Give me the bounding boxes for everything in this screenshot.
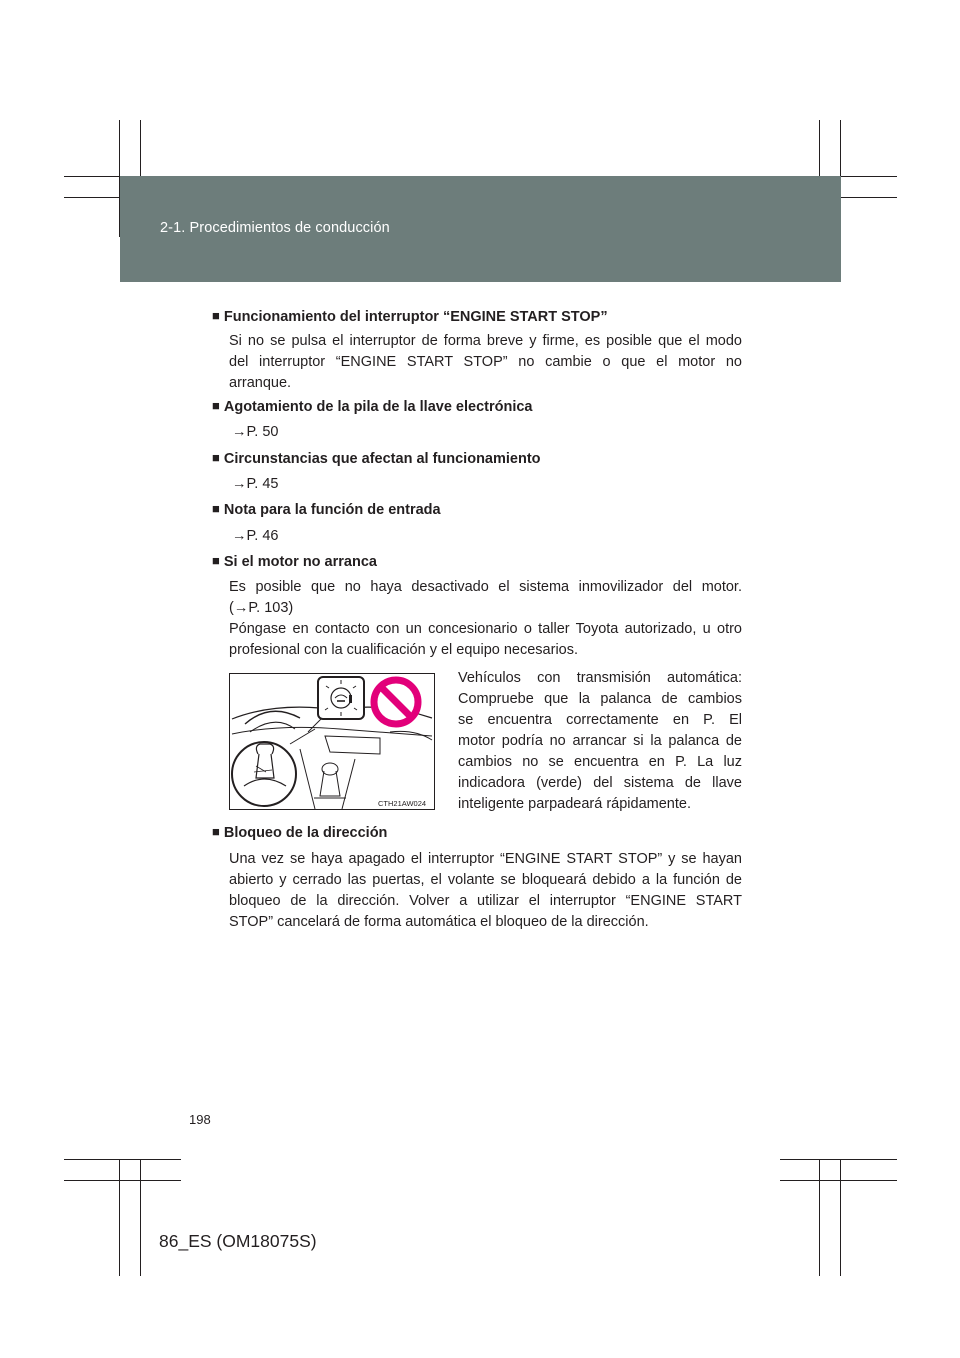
section-heading: ■ Bloqueo de la dirección <box>212 824 388 841</box>
section-body: Una vez se haya apagado el interruptor “ENGINE START STOP” y se hayan abierto y cerrado las puertas, el volante se bloqueará debido a la función de bloqueo de la dirección. Volver a utilizar el interruptor “ENGINE START STOP” cancelará de forma automática el bloqueo de la dirección. <box>229 851 742 930</box>
section-heading: ■ Circunstancias que afectan al funcionamiento <box>212 450 541 467</box>
crop-mark <box>64 1180 181 1181</box>
page-reference[interactable]: →P. 45 <box>232 476 279 492</box>
section-body: Es posible que no haya desactivado el sistema inmovilizador del motor. (→P. 103) Póngase en contacto con un concesionario o taller Toyota autorizado, u otro profesional con la cualificación y el equipo necesarios. <box>229 579 742 658</box>
bullet-square-icon: ■ <box>212 824 220 839</box>
bullet-square-icon: ■ <box>212 501 220 516</box>
crop-mark <box>819 1159 820 1276</box>
shift-lever-prohibited-illustration <box>230 674 434 809</box>
section-heading: ■ Si el motor no arranca <box>212 553 377 570</box>
section-heading: ■ Funcionamiento del interruptor “ENGINE START STOP” <box>212 308 608 325</box>
section-body: Si no se pulsa el interruptor de forma breve y firme, es posible que el modo del interruptor “ENGINE START STOP” no cambie o que el motor no arranque. <box>229 333 742 391</box>
crop-mark <box>780 1180 897 1181</box>
section-heading: ■ Nota para la función de entrada <box>212 501 441 518</box>
dashboard-illustration <box>229 673 435 810</box>
page-reference[interactable]: →P. 50 <box>232 424 279 440</box>
section-heading: ■ Agotamiento de la pila de la llave electrónica <box>212 398 533 415</box>
crop-mark <box>140 1159 141 1276</box>
figure-code: CTH21AW024 <box>378 799 427 808</box>
bullet-square-icon: ■ <box>212 553 220 568</box>
bullet-square-icon: ■ <box>212 308 220 323</box>
bullet-square-icon: ■ <box>212 450 220 465</box>
crop-mark <box>840 1159 841 1276</box>
page-number: 198 <box>189 1112 211 1127</box>
figure-caption: Vehículos con transmisión automática: Compruebe que la palanca de cambios se encuentra correctamente en P. El motor podría no arrancar si la palanca de cambios no se encuentra en P. La luz indicadora (verde) del sistema de llave inteligente parpadeará rápidamente. <box>458 670 742 812</box>
crop-mark <box>780 1159 897 1160</box>
crop-mark <box>119 1159 120 1276</box>
document-code: 86_ES (OM18075S) <box>159 1231 317 1251</box>
page-reference[interactable]: →P. 46 <box>232 528 279 544</box>
section-title: 2-1. Procedimientos de conducción <box>160 220 390 236</box>
crop-mark <box>64 1159 181 1160</box>
bullet-square-icon: ■ <box>212 398 220 413</box>
